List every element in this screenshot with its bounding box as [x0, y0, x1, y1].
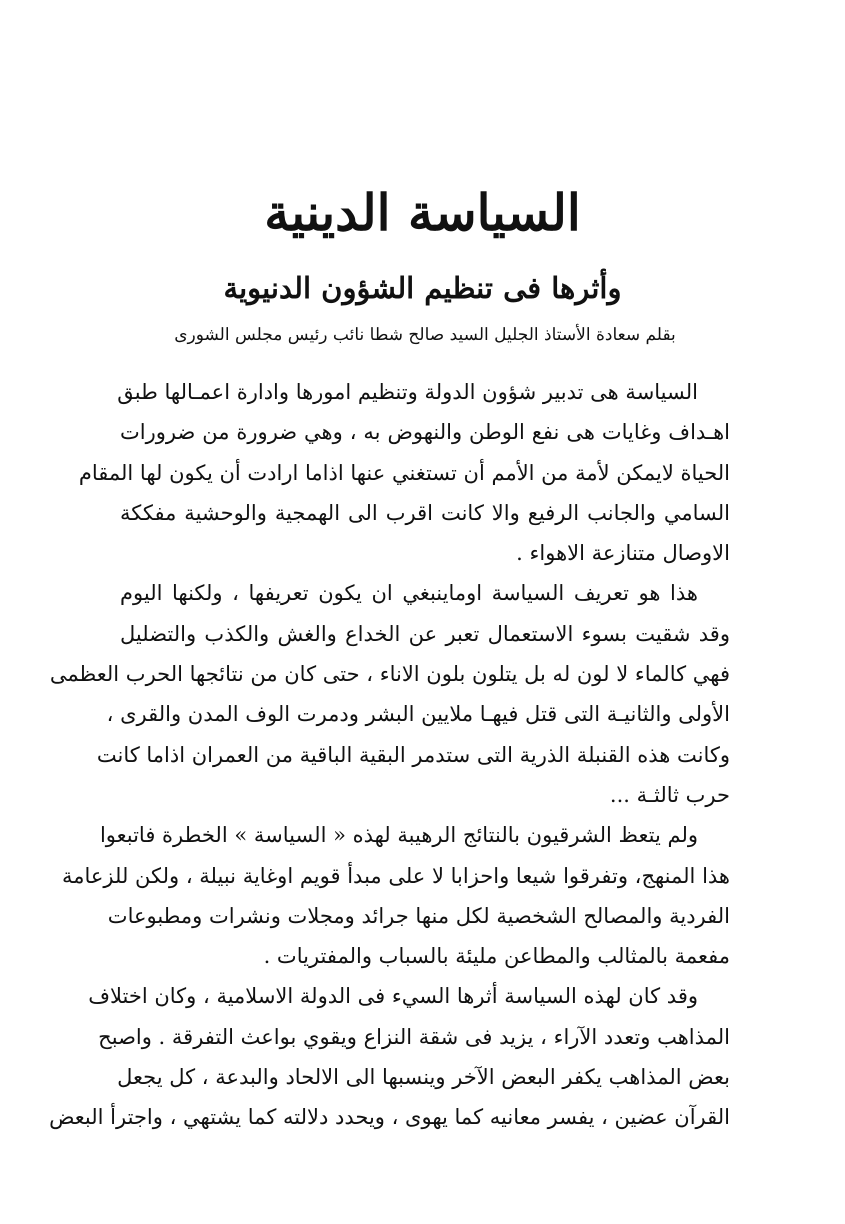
- text-line: اهـداف وغايات هى نفع الوطن والنهوض به ، وهي ضرورة من ضرورات: [120, 420, 730, 445]
- article-body: [49, 372, 730, 1138]
- text-line: الاوصال متنازعة الاهواء .: [516, 541, 730, 566]
- text-line: وكانت هذه القنبلة الذرية التى ستدمر البقية الباقية من العمران اذاما كانت: [96, 742, 730, 767]
- text-line: المذاهب وتعدد الآراء ، يزيد فى شقة النزاع ويقوي بواعث التفرقة . واصبح: [98, 1024, 730, 1049]
- text-line: الأولى والثانيـة التى قتل فيهـا ملايين البشر ودمرت الوف المدن والقرى ،: [106, 702, 730, 727]
- text-line: فهي كالماء لا لون له بل يتلون بلون الاناء ، حتى كان من نتائجها الحرب العظمى: [49, 662, 730, 687]
- text-line: مفعمة بالمثالب والمطاعن مليئة بالسباب والمفتريات .: [263, 944, 730, 969]
- text-line: السامي والجانب الرفيع والا كانت اقرب الى الهمجية والوحشية مفككة: [120, 500, 730, 525]
- text-line: الفردية والمصالح الشخصية لكل منها جرائد ومجلات ونشرات ومطبوعات: [107, 903, 730, 928]
- text-line: ولم يتعظ الشرقيون بالنتائج الرهيبة لهذه « السياسة » الخطرة فاتبعوا: [99, 823, 698, 848]
- text-line: بعض المذاهب يكفر البعض الآخر وينسبها الى الالحاد والبدعة ، كل يجعل: [117, 1065, 730, 1090]
- paragraph: [49, 573, 730, 815]
- paragraph: [78, 372, 730, 573]
- paragraph: [61, 815, 730, 976]
- text-line: الحياة لايمكن لأمة من الأمم أن تستغني عنها اذاما ارادت أن يكون لها المقام: [78, 460, 730, 485]
- text-line: السياسة هى تدبير شؤون الدولة وتنظيم امورها وادارة اعمـالها طبق: [117, 380, 698, 404]
- author-byline: بقلم سعادة الأستاذ الجليل السيد صالح شطا نائب رئيس مجلس الشورى: [174, 325, 676, 345]
- text-line: هذا المنهج، وتفرقوا شيعا واحزابا لا على مبدأ قويم اوغاية نبيلة ، ولكن للزعامة: [61, 863, 730, 888]
- text-line: وقد كان لهذه السياسة أثرها السيء فى الدولة الاسلامية ، وكان اختلاف: [88, 984, 698, 1009]
- article-title: السياسة الدينية: [264, 183, 581, 242]
- text-line: هذا هو تعريف السياسة اوماينبغي ان يكون تعريفها ، ولكنها اليوم: [120, 581, 698, 606]
- text-line: القرآن عضين ، يفسر معانيه كما يهوى ، ويحدد دلالته كما يشتهي ، واجترأ البعض: [49, 1105, 730, 1130]
- text-line: وقد شقيت بسوء الاستعمال تعبر عن الخداع والغش والكذب والتضليل: [120, 621, 730, 646]
- paragraph: [49, 976, 730, 1137]
- article-subtitle: وأثرها فى تنظيم الشؤون الدنيوية: [223, 271, 622, 305]
- text-line: حرب ثالثـة ...: [609, 782, 730, 807]
